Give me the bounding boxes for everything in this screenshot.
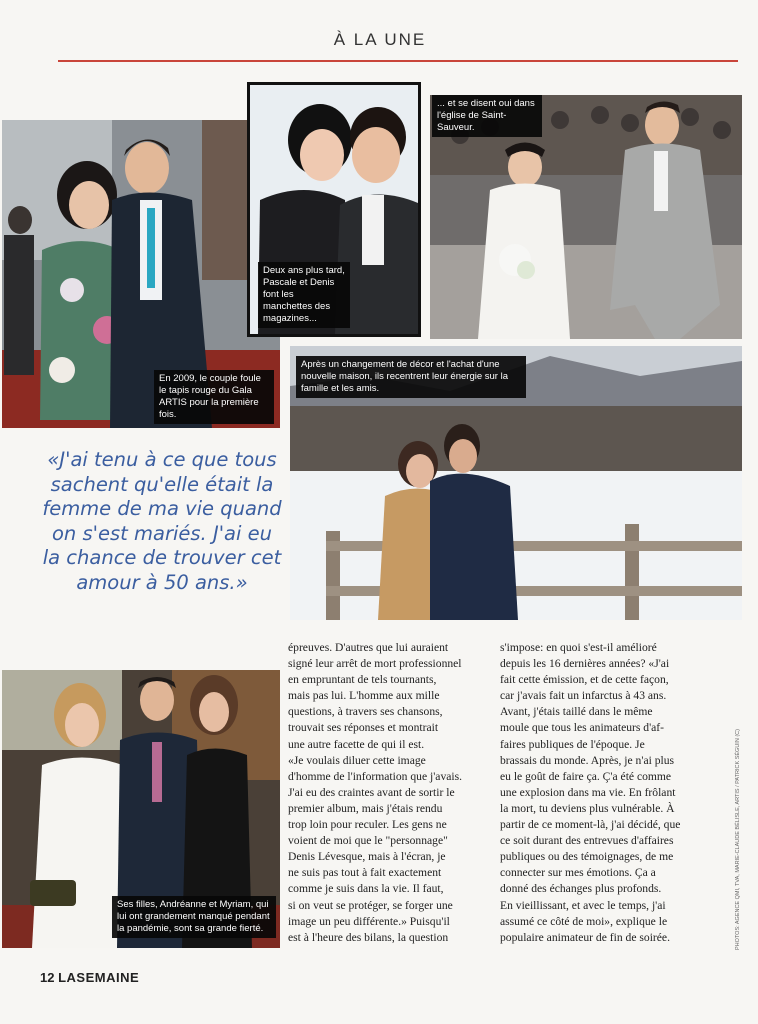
section-title: À LA UNE — [333, 30, 427, 49]
caption-wedding: ... et se disent oui dans l'église de Saint-Sauveur. — [432, 95, 542, 137]
header-rule — [58, 60, 738, 62]
photo-credits: PHOTOS: AGENCE QMI, TVA, MARIE-CLAUDE BÉLISLE, ARTIS / PATRICK SÉGUIN (C) — [735, 729, 741, 950]
magazine-brand: LASEMAINE — [58, 970, 140, 985]
caption-daughters: Ses filles, Andréanne et Myriam, qui lui ont grandement manqué pendant la pandémie, sont sa grande fierté. — [112, 896, 276, 938]
caption-magazines: Deux ans plus tard, Pascale et Denis font les manchettes des magazines... — [258, 262, 350, 328]
page-number: 12 — [40, 970, 55, 985]
photo-wedding — [430, 95, 742, 339]
photo-daughters — [2, 670, 280, 948]
photo-red-carpet — [2, 120, 280, 428]
photo-magazine — [247, 82, 421, 337]
caption-gala: En 2009, le couple foule le tapis rouge du Gala ARTIS pour la première fois. — [154, 370, 274, 424]
pull-quote: «J'ai tenu à ce que tous sachent qu'elle était la femme de ma vie quand on s'est mariés. J'ai eu la chance de trouver cet amour à 50 ans.» — [42, 448, 282, 594]
caption-winter: Après un changement de décor et l'achat d'une nouvelle maison, ils recentrent leur énergie sur la famille et les amis. — [296, 356, 526, 398]
photo-winter — [290, 346, 742, 620]
article-column-2: s'impose: en quoi s'est-il amélioré depuis les 16 dernières années? «J'ai fait cette émission, et de cette façon, car j'avais fait un infarctus à 43 ans. Avant, j'étais taillé dans le même moule que tous les animateurs d'af- faires publiques de l'époque. Je brassais du monde. Après, je n'ai plus eu le goût de faire ça. Ç'a été comme une explosion dans ma vie. En frôlant la mort, tu deviens plus vulnérable. À partir de ce moment-là, j'ai décidé, que ce soit durant des entrevues d'affaires publiques ou des témoignages, de me connecter sur mes émotions. Ça a donné des échanges plus profonds. En vieillissant, et avec le temps, j'ai assumé ce côté de moi», explique le populaire animateur de fin de soirée. — [500, 641, 681, 944]
article-column-1: épreuves. D'autres que lui auraient signé leur arrêt de mort professionnel en empruntant de tels tournants, mais pas lui. L'homme aux mille questions, à travers ses chansons, trouvait ses réponses et montrait une autre facette de qui il est. «Je voulais diluer cette image d'homme de l'information que j'avais. J'ai eu des craintes avant de sortir le premier album, mais j'étais rendu trop loin pour reculer. Les gens ne voient de moi que le "personnage" Denis Lévesque, mais à l'écran, je ne suis pas tout à fait exactement comme je suis dans la vie. Il faut, si on veut se protéger, se forger une image un peu différente.» Puisqu'il est à l'heure des bilans, la question — [288, 641, 463, 944]
page-footer — [40, 970, 139, 985]
